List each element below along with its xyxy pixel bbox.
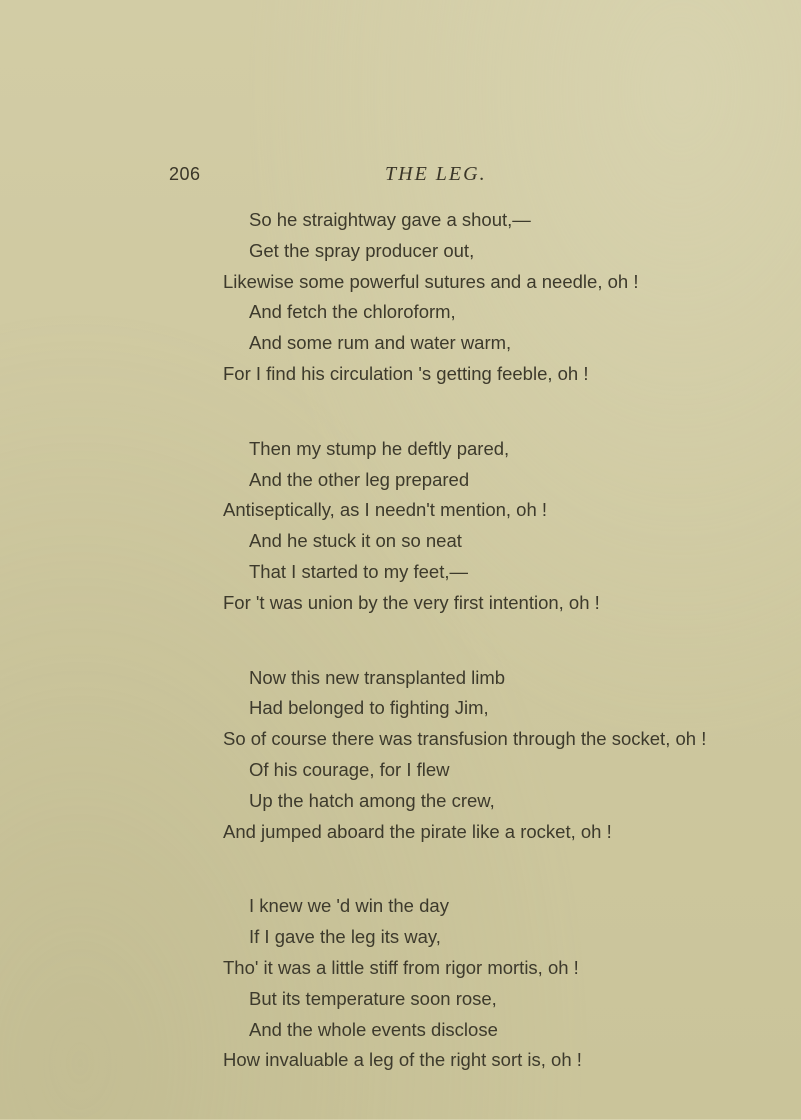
poem-line: So he straightway gave a shout,— xyxy=(249,209,531,230)
poem-line: Antiseptically, as I needn't mention, oh ! xyxy=(223,499,548,521)
poem-line: For I find his circulation 's getting feeble, oh ! xyxy=(223,362,589,384)
poem xyxy=(0,205,801,1120)
poem-line: Now this new transplanted limb xyxy=(249,666,506,688)
stanza-4 xyxy=(0,891,801,1076)
poem-line: That I started to my feet,— xyxy=(249,560,469,582)
poem-line: How invaluable a leg of the right sort is, oh ! xyxy=(223,1049,582,1071)
poem-line: For 't was union by the very first intention, oh ! xyxy=(223,591,600,613)
poem-line: Likewise some powerful sutures and a needle, oh ! xyxy=(223,270,639,292)
poem-line: Then my stump he deftly pared, xyxy=(249,437,510,459)
poem-line: And the other leg prepared xyxy=(249,468,470,490)
poem-line: Up the hatch among the crew, xyxy=(249,789,495,811)
poem-line: Of his courage, for I flew xyxy=(249,758,450,780)
poem-line: And fetch the chloroform, xyxy=(249,301,456,323)
poem-line: So of course there was transfusion through the socket, oh ! xyxy=(223,728,707,750)
poem-line: Tho' it was a little stiff from rigor mortis, oh ! xyxy=(223,956,579,978)
poem-line: Had belonged to fighting Jim, xyxy=(249,697,489,719)
stanza-3 xyxy=(0,663,801,848)
running-title: THE LEG. xyxy=(385,163,487,185)
poem-line: I knew we 'd win the day xyxy=(249,895,449,917)
stanza-1 xyxy=(0,205,801,390)
poem-line: And the whole events disclose xyxy=(249,1018,498,1040)
poem-line: Get the spray producer out, xyxy=(249,239,475,261)
page-number: 206 xyxy=(169,164,201,184)
poem-line: And some rum and water warm, xyxy=(249,332,512,354)
poem-line: But its temperature soon rose, xyxy=(249,987,497,1009)
stanza-2 xyxy=(0,434,801,619)
poem-line: And he stuck it on so neat xyxy=(249,530,462,552)
page-header xyxy=(0,164,801,194)
poem-line: If I gave the leg its way, xyxy=(249,926,441,948)
poem-line: And jumped aboard the pirate like a rocket, oh ! xyxy=(223,820,612,842)
